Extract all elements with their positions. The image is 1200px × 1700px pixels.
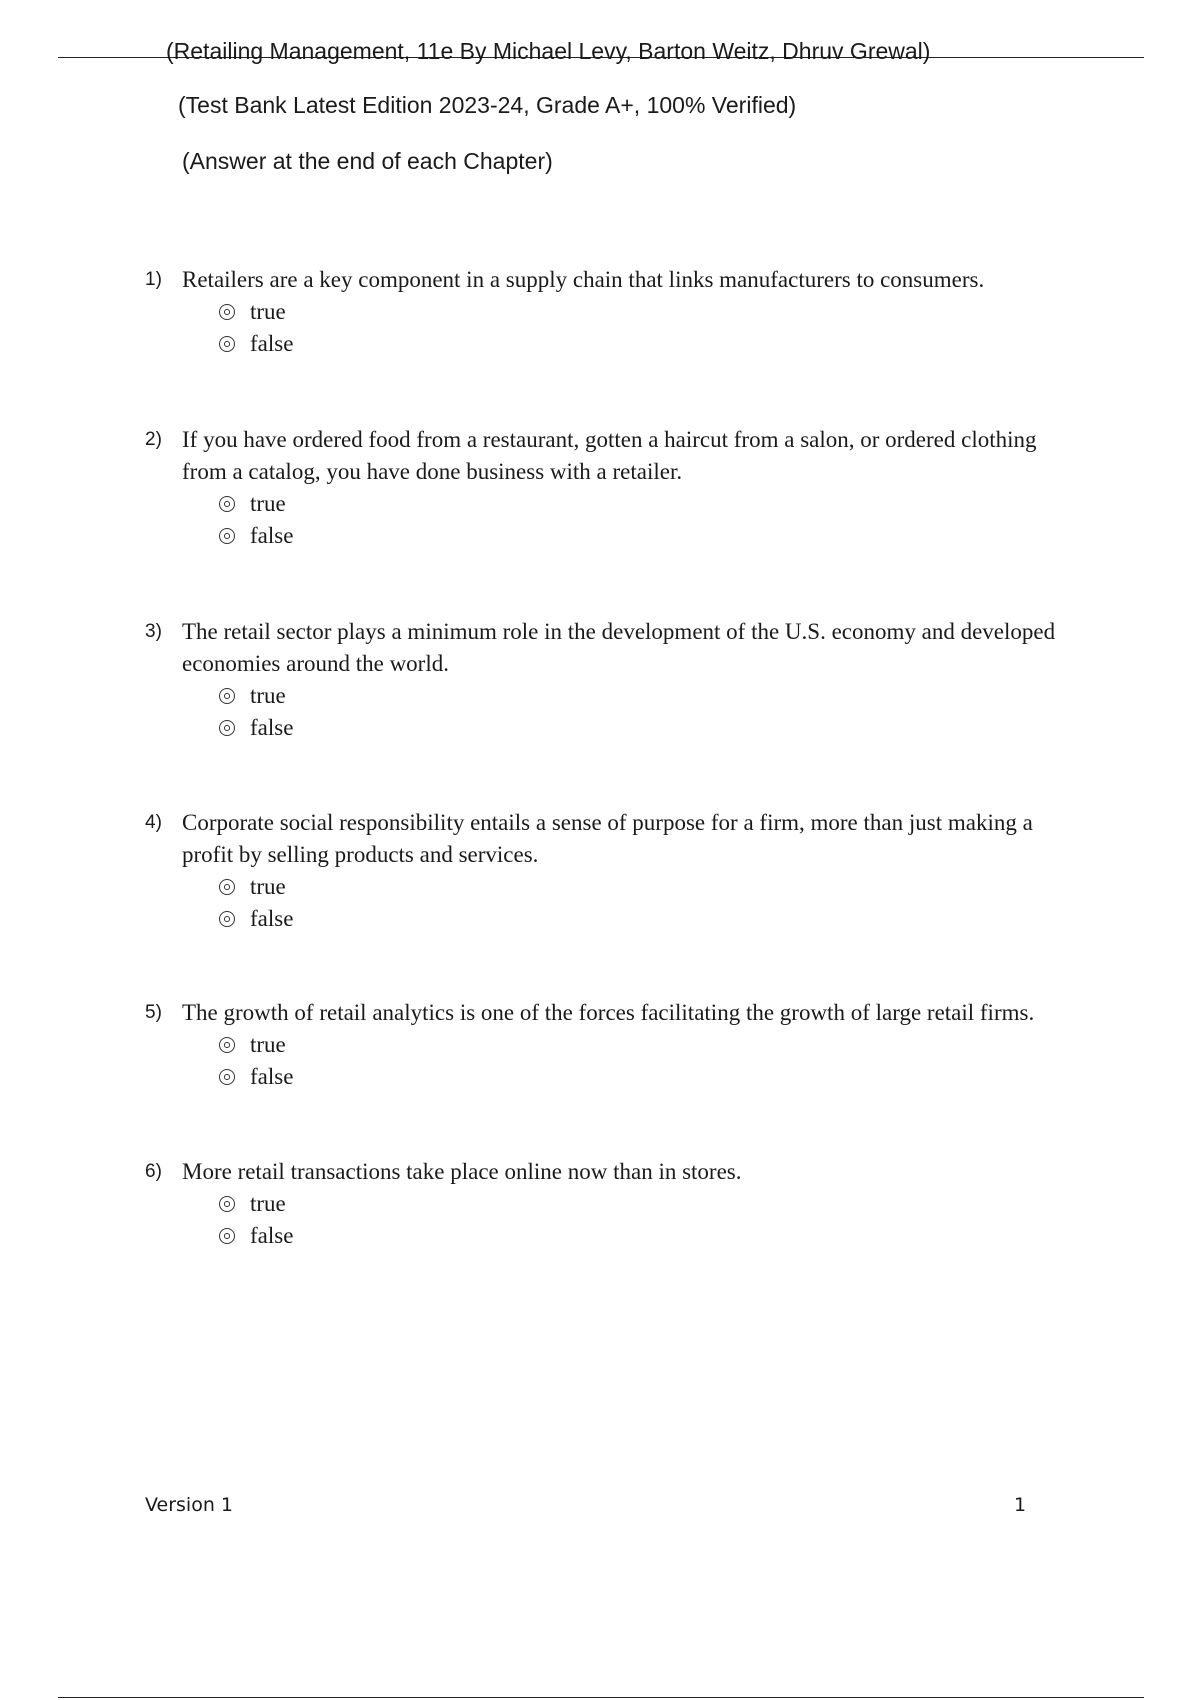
question-text: Retailers are a key component in a supply chain that links manufacturers to consumers. bbox=[182, 267, 985, 292]
radio-icon[interactable] bbox=[219, 720, 235, 736]
radio-icon[interactable] bbox=[219, 879, 235, 895]
option-false[interactable] bbox=[219, 712, 1085, 744]
document-note: (Answer at the end of each Chapter) bbox=[182, 148, 553, 174]
option-false[interactable] bbox=[219, 1061, 1085, 1093]
question-text: The growth of retail analytics is one of the forces facilitating the growth of large retail firms. bbox=[182, 1000, 1035, 1025]
question-number: 6) bbox=[145, 1161, 162, 1182]
question-number: 2) bbox=[145, 429, 162, 450]
option-true[interactable] bbox=[219, 296, 1085, 328]
option-label: false bbox=[250, 906, 294, 931]
option-label: true bbox=[250, 874, 286, 899]
question-text: Corporate social responsibility entails a sense of purpose for a firm, more than just making a profit by selling products and services. bbox=[182, 810, 1033, 867]
option-true[interactable] bbox=[219, 680, 1085, 712]
document-title: (Retailing Management, 11e By Michael Levy, Barton Weitz, Dhruv Grewal) bbox=[166, 38, 931, 64]
option-false[interactable] bbox=[219, 520, 1085, 552]
option-label: true bbox=[250, 1191, 286, 1216]
option-label: false bbox=[250, 1064, 294, 1089]
radio-icon[interactable] bbox=[219, 528, 235, 544]
option-label: false bbox=[250, 523, 294, 548]
radio-icon[interactable] bbox=[219, 496, 235, 512]
option-label: true bbox=[250, 491, 286, 516]
radio-icon[interactable] bbox=[219, 911, 235, 927]
option-label: false bbox=[250, 715, 294, 740]
radio-icon[interactable] bbox=[219, 336, 235, 352]
question-6 bbox=[145, 1156, 1085, 1252]
document-subtitle: (Test Bank Latest Edition 2023-24, Grade A+, 100% Verified) bbox=[178, 92, 797, 118]
radio-icon[interactable] bbox=[219, 1069, 235, 1085]
question-2 bbox=[145, 424, 1085, 552]
option-label: false bbox=[250, 1223, 294, 1248]
bottom-rule bbox=[58, 1697, 1144, 1698]
footer-version: Version 1 bbox=[145, 1494, 233, 1516]
radio-icon[interactable] bbox=[219, 304, 235, 320]
option-true[interactable] bbox=[219, 488, 1085, 520]
option-true[interactable] bbox=[219, 1188, 1085, 1220]
question-text: More retail transactions take place online now than in stores. bbox=[182, 1159, 742, 1184]
option-true[interactable] bbox=[219, 1029, 1085, 1061]
option-true[interactable] bbox=[219, 871, 1085, 903]
question-number: 3) bbox=[145, 621, 162, 642]
question-1 bbox=[145, 264, 1085, 360]
footer-page-number: 1 bbox=[1014, 1494, 1027, 1516]
radio-icon[interactable] bbox=[219, 1228, 235, 1244]
option-label: true bbox=[250, 1032, 286, 1057]
option-false[interactable] bbox=[219, 328, 1085, 360]
option-false[interactable] bbox=[219, 1220, 1085, 1252]
option-false[interactable] bbox=[219, 903, 1085, 935]
option-label: false bbox=[250, 331, 294, 356]
option-label: true bbox=[250, 299, 286, 324]
question-4 bbox=[145, 807, 1085, 935]
question-3 bbox=[145, 616, 1085, 744]
radio-icon[interactable] bbox=[219, 688, 235, 704]
radio-icon[interactable] bbox=[219, 1037, 235, 1053]
question-number: 1) bbox=[145, 269, 162, 290]
question-number: 4) bbox=[145, 812, 162, 833]
radio-icon[interactable] bbox=[219, 1196, 235, 1212]
question-text: The retail sector plays a minimum role in the development of the U.S. economy and developed economies around the world. bbox=[182, 619, 1056, 676]
question-text: If you have ordered food from a restaurant, gotten a haircut from a salon, or ordered clothing from a catalog, you have done business with a retailer. bbox=[182, 427, 1037, 484]
option-label: true bbox=[250, 683, 286, 708]
question-number: 5) bbox=[145, 1002, 162, 1023]
question-5 bbox=[145, 997, 1085, 1093]
